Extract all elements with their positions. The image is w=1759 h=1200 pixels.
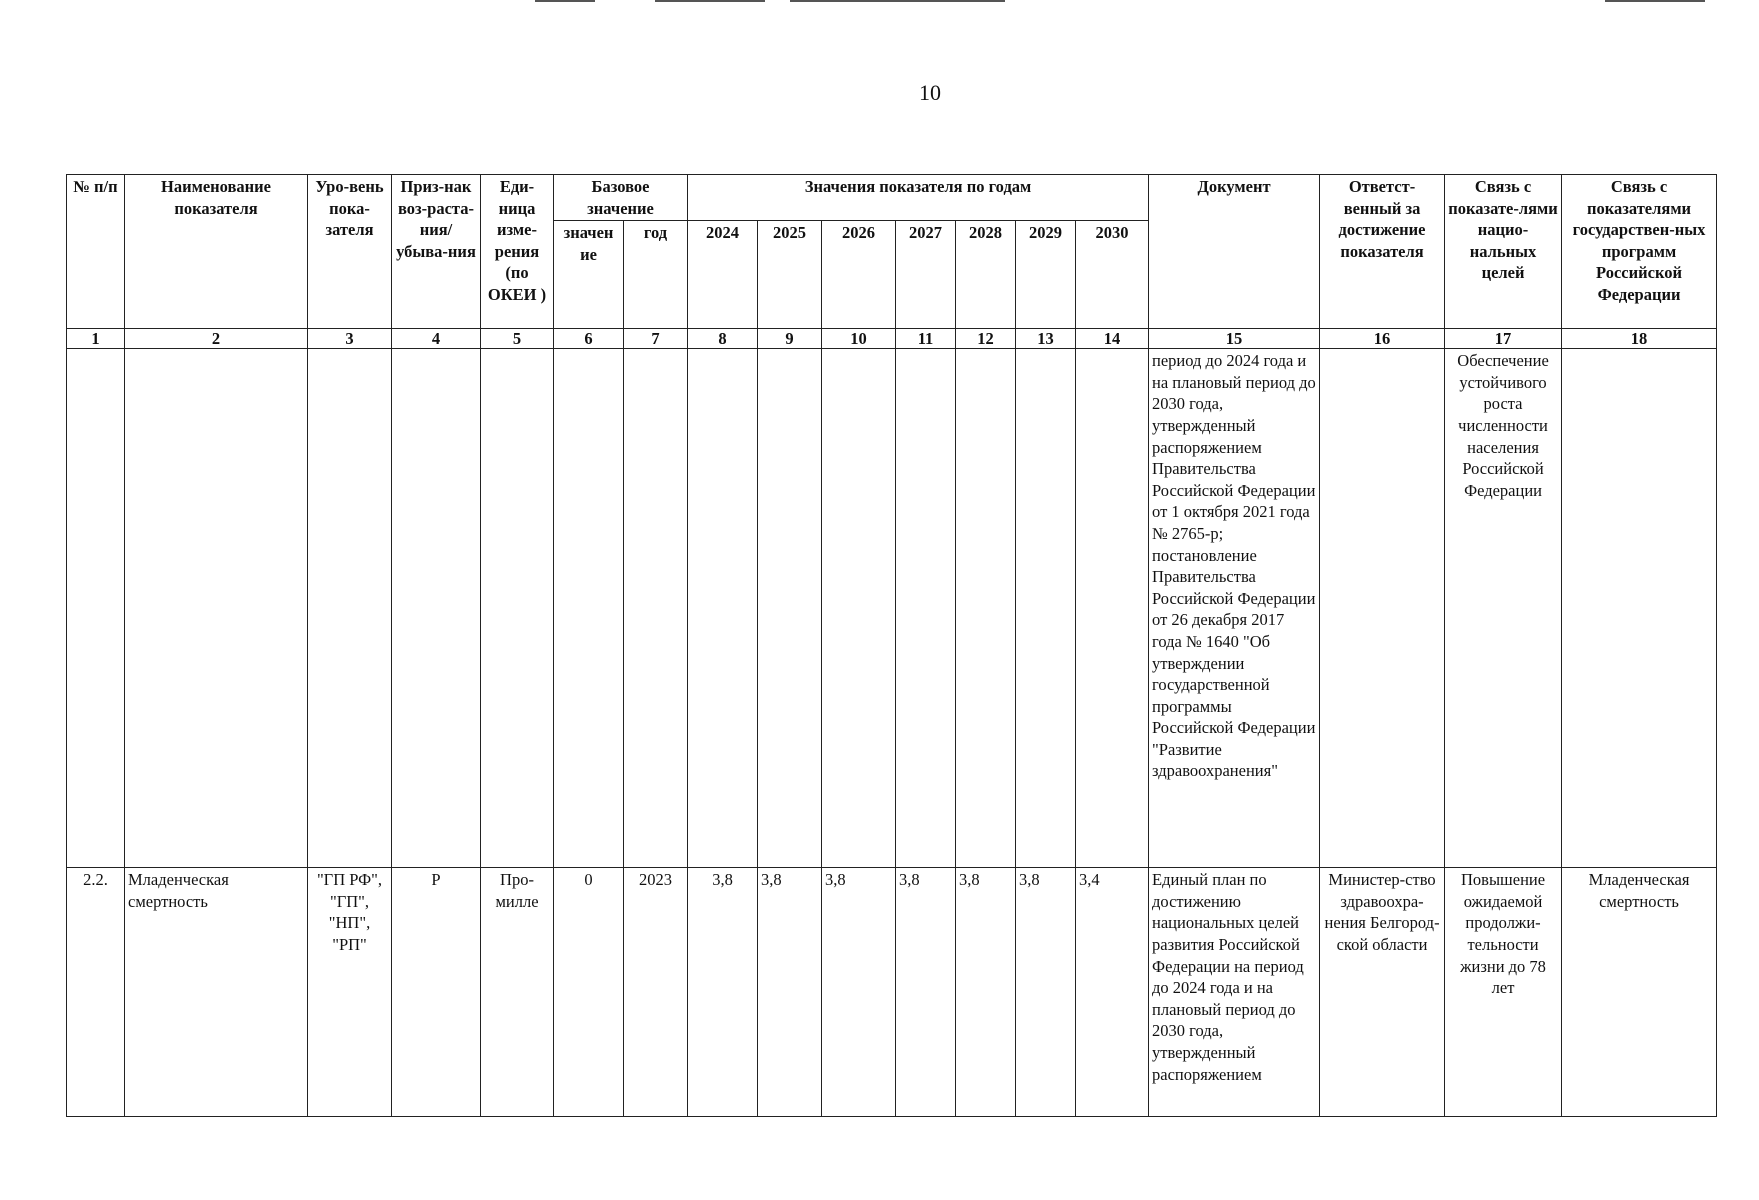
column-number: 10 [822,329,896,349]
cell-empty [896,349,956,868]
cell-value-2026: 3,8 [822,868,896,1117]
cell-document: Единый план по достижению национальных целей развития Российской Федерации на период до 2024 года и на плановый период до 2030 года, утвержденный распоряжением [1149,868,1320,1117]
cell-empty [481,349,554,868]
cell-document: период до 2024 года и на плановый период до 2030 года, утвержденный распоряжением Правительства Российской Федерации от 1 октября 2021 года № 2765-р; постановление Правительства Российской Федерации от 26 декабря 2017 года № 1640 "Об утверждении государственной программы Российской Федерации "Развитие здравоохранения" [1149,349,1320,868]
header-row-1 [67,175,1717,221]
cell-empty [1320,349,1445,868]
header-base: Базовое значение [554,175,688,221]
column-number: 3 [308,329,392,349]
cell-level: "ГП РФ", "ГП", "НП", "РП" [308,868,392,1117]
cell-empty [688,349,758,868]
cell-value-2028: 3,8 [956,868,1016,1117]
table-row [67,349,1717,868]
indicators-table [66,174,1717,1117]
column-number-row [67,329,1717,349]
column-number: 8 [688,329,758,349]
header-level: Уро-вень пока-зателя [308,175,392,329]
header-sign: Приз-нак воз-раста-ния/ убыва-ния [392,175,481,329]
table-row [67,868,1717,1117]
cell-value-2030: 3,4 [1076,868,1149,1117]
cell-value-2025: 3,8 [758,868,822,1117]
column-number: 2 [125,329,308,349]
cell-empty [956,349,1016,868]
header-year-2026: 2026 [822,221,896,329]
cell-empty [624,349,688,868]
scan-artifact-line [655,0,765,2]
column-number: 16 [1320,329,1445,349]
cell-no: 2.2. [67,868,125,1117]
header-base-year: год [624,221,688,329]
cell-value-2027: 3,8 [896,868,956,1117]
header-national-goals: Связь с показате-лями нацио-нальных целей [1445,175,1562,329]
cell-value-2029: 3,8 [1016,868,1076,1117]
cell-base-year: 2023 [624,868,688,1117]
header-responsible: Ответст-венный за достижение показателя [1320,175,1445,329]
cell-national-goals: Обеспечение устойчивого роста численности населения Российской Федерации [1445,349,1562,868]
header-year-2029: 2029 [1016,221,1076,329]
header-name: Наименование показателя [125,175,308,329]
header-year-2028: 2028 [956,221,1016,329]
header-year-2030: 2030 [1076,221,1149,329]
cell-empty [554,349,624,868]
column-number: 18 [1562,329,1717,349]
header-base-value: значен ие [554,221,624,329]
column-number: 13 [1016,329,1076,349]
column-number: 12 [956,329,1016,349]
cell-empty [125,349,308,868]
page-number: 10 [919,80,941,105]
cell-state-programs: Младенческая смертность [1562,868,1717,1117]
header-no: № п/п [67,175,125,329]
column-number: 15 [1149,329,1320,349]
header-years-group: Значения показателя по годам [688,175,1149,221]
cell-national-goals: Повышение ожидаемой продолжи-тельности жизни до 78 лет [1445,868,1562,1117]
cell-sign: Р [392,868,481,1117]
cell-empty [308,349,392,868]
column-number: 17 [1445,329,1562,349]
column-number: 6 [554,329,624,349]
cell-base-value: 0 [554,868,624,1117]
cell-empty [392,349,481,868]
column-number: 5 [481,329,554,349]
cell-responsible: Министер-ство здравоохра-нения Белгород-ской области [1320,868,1445,1117]
cell-empty [1076,349,1149,868]
cell-empty [1016,349,1076,868]
header-state-programs: Связь с показателями государствен-ных программ Российской Федерации [1562,175,1717,329]
column-number: 9 [758,329,822,349]
scan-artifact-line [1605,0,1705,2]
column-number: 4 [392,329,481,349]
header-year-2027: 2027 [896,221,956,329]
cell-unit: Про-милле [481,868,554,1117]
header-unit: Еди-ница изме-рения (по ОКЕИ ) [481,175,554,329]
column-number: 14 [1076,329,1149,349]
column-number: 7 [624,329,688,349]
cell-value-2024: 3,8 [688,868,758,1117]
column-number: 11 [896,329,956,349]
cell-name: Младенческая смертность [125,868,308,1117]
cell-empty [822,349,896,868]
header-year-2025: 2025 [758,221,822,329]
header-document: Документ [1149,175,1320,329]
column-number: 1 [67,329,125,349]
header-year-2024: 2024 [688,221,758,329]
cell-empty [758,349,822,868]
scan-artifact-line [535,0,595,2]
cell-empty [67,349,125,868]
cell-empty [1562,349,1717,868]
scan-artifact-line [790,0,1005,2]
